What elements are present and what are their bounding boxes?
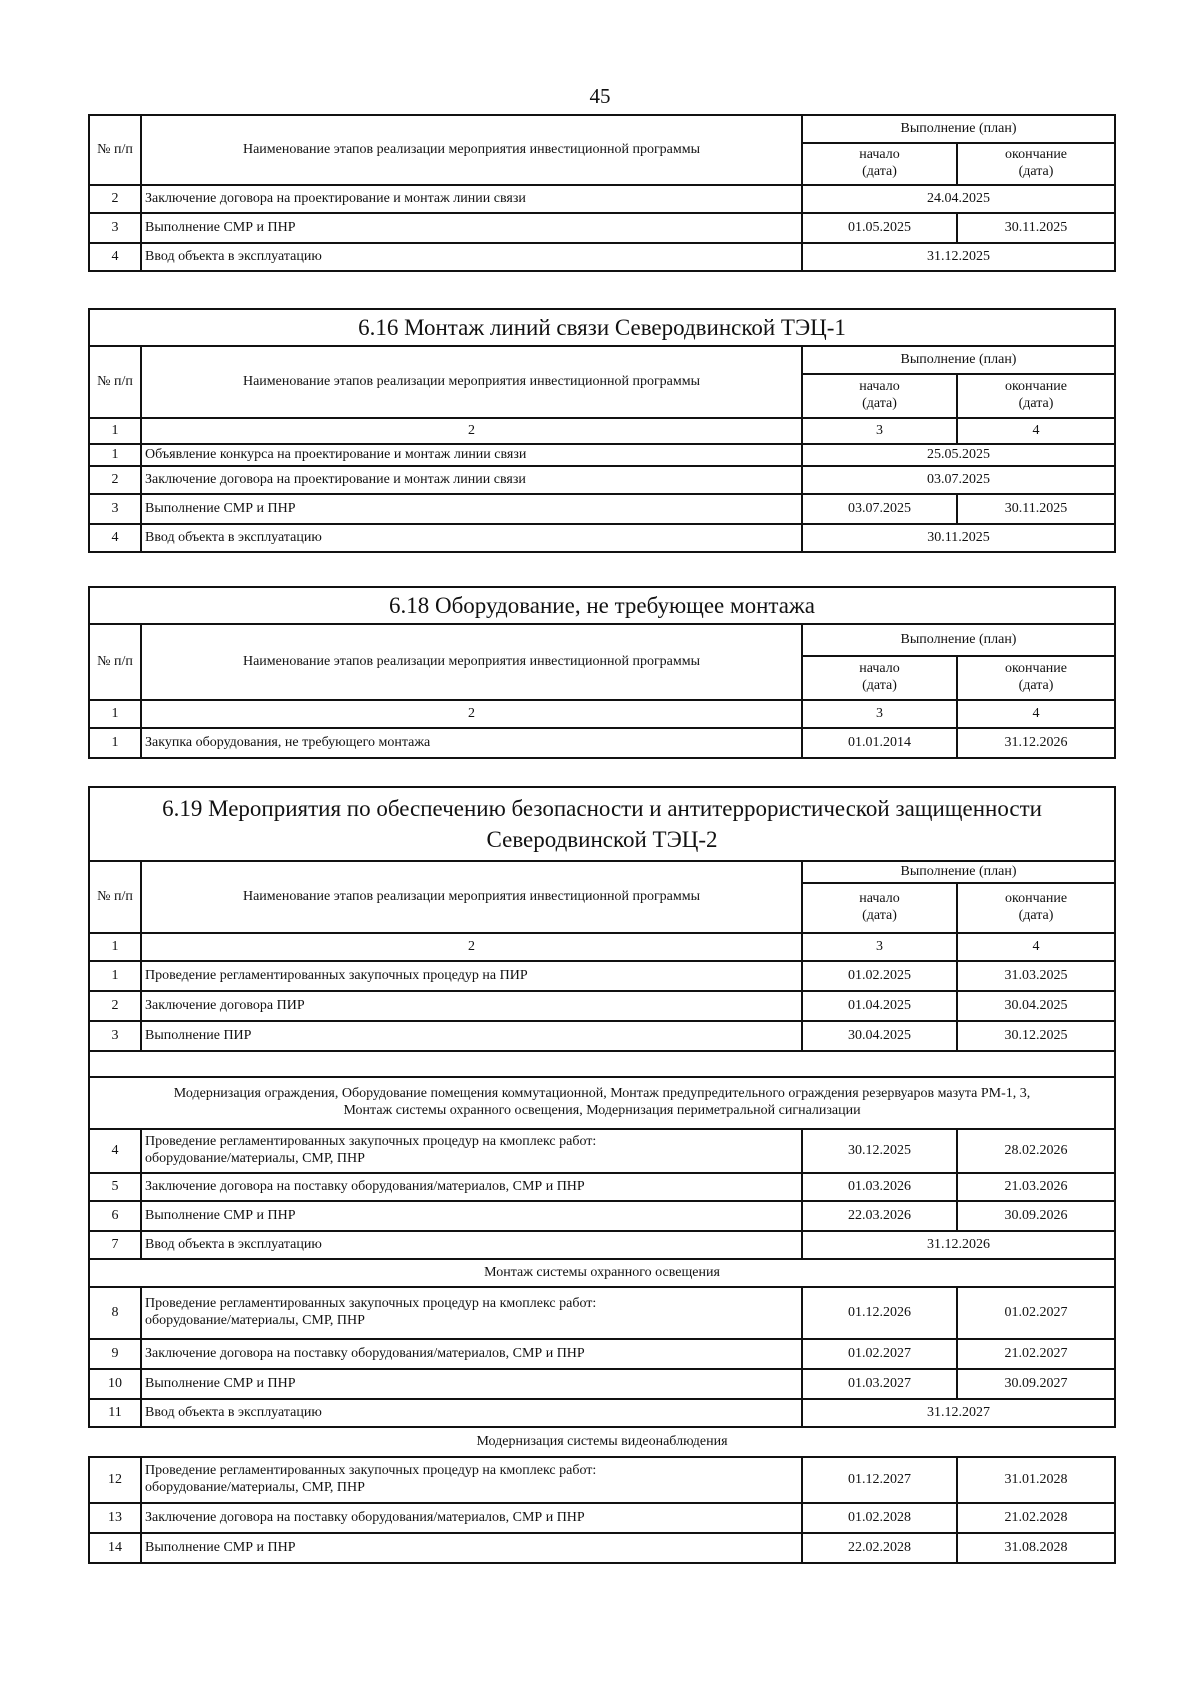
row-date: 31.12.2025: [802, 243, 1115, 271]
header-row: [89, 861, 1115, 883]
row-num: 2: [89, 466, 141, 494]
row-end: 21.02.2027: [957, 1339, 1115, 1369]
col-number: 3: [802, 418, 957, 444]
col-number: 4: [957, 418, 1115, 444]
col-number: 4: [957, 933, 1115, 961]
row-name: Проведение регламентированных закупочных процедур на кмоплекс работ: оборудование/материалы, СМР, ПНР: [141, 1457, 802, 1503]
row-name: Ввод объекта в эксплуатацию: [141, 1231, 802, 1259]
row-start: 01.12.2027: [802, 1457, 957, 1503]
row-name: Закупка оборудования, не требующего монтажа: [141, 728, 802, 758]
header-end: окончание (дата): [957, 883, 1115, 933]
group-row: [89, 1077, 1115, 1129]
blank-row: [89, 1051, 1115, 1077]
row-date: 30.11.2025: [802, 524, 1115, 552]
row-name: Проведение регламентированных закупочных процедур на кмоплекс работ: оборудование/материалы, СМР, ПНР: [141, 1287, 802, 1339]
row-num: 8: [89, 1287, 141, 1339]
column-numbers-row: [89, 933, 1115, 961]
row-end: 21.02.2028: [957, 1503, 1115, 1533]
section-title: 6.18 Оборудование, не требующее монтажа: [89, 587, 1115, 624]
table-row: [89, 1503, 1115, 1533]
row-name: Заключение договора ПИР: [141, 991, 802, 1021]
row-name: Объявление конкурса на проектирование и монтаж линии связи: [141, 444, 802, 466]
row-num: 3: [89, 494, 141, 524]
table-row: [89, 213, 1115, 243]
row-name: Проведение регламентированных закупочных процедур на кмоплекс работ: оборудование/материалы, СМР, ПНР: [141, 1129, 802, 1173]
row-start: 30.04.2025: [802, 1021, 957, 1051]
header-start: начало (дата): [802, 143, 957, 185]
row-end: 30.11.2025: [957, 213, 1115, 243]
row-start: 01.03.2026: [802, 1173, 957, 1201]
row-name: Выполнение СМР и ПНР: [141, 213, 802, 243]
header-end: окончание (дата): [957, 656, 1115, 700]
table-row: [89, 1021, 1115, 1051]
row-num: 14: [89, 1533, 141, 1563]
column-numbers-row: [89, 700, 1115, 728]
row-num: 4: [89, 1129, 141, 1173]
row-num: 2: [89, 185, 141, 213]
table-row: [89, 1399, 1115, 1427]
row-name: Ввод объекта в эксплуатацию: [141, 524, 802, 552]
group-row: [89, 1259, 1115, 1287]
col-number: 1: [89, 700, 141, 728]
row-name: Заключение договора на поставку оборудования/материалов, СМР и ПНР: [141, 1339, 802, 1369]
col-number: 1: [89, 418, 141, 444]
section-title: 6.16 Монтаж линий связи Северодвинской ТЭЦ-1: [89, 309, 1115, 346]
table-row: [89, 1533, 1115, 1563]
blank-cell: [89, 1051, 1115, 1077]
col-number: 3: [802, 700, 957, 728]
group-heading: Модернизация системы видеонаблюдения: [89, 1427, 1115, 1457]
table-row: [89, 1339, 1115, 1369]
header-name: Наименование этапов реализации мероприятия инвестиционной программы: [141, 346, 802, 418]
row-start: 01.05.2025: [802, 213, 957, 243]
row-end: 28.02.2026: [957, 1129, 1115, 1173]
row-end: 30.09.2027: [957, 1369, 1115, 1399]
page-number: 45: [589, 84, 611, 108]
row-end: 01.02.2027: [957, 1287, 1115, 1339]
row-num: 3: [89, 1021, 141, 1051]
row-num: 4: [89, 243, 141, 271]
table-row: [89, 1129, 1115, 1173]
row-date: 03.07.2025: [802, 466, 1115, 494]
row-num: 13: [89, 1503, 141, 1533]
header-name: Наименование этапов реализации мероприятия инвестиционной программы: [141, 861, 802, 933]
row-start: 01.02.2025: [802, 961, 957, 991]
row-name: Проведение регламентированных закупочных процедур на ПИР: [141, 961, 802, 991]
table-row: [89, 466, 1115, 494]
header-row: [89, 624, 1115, 656]
table-row: [89, 1231, 1115, 1259]
row-date: 24.04.2025: [802, 185, 1115, 213]
row-end: 31.08.2028: [957, 1533, 1115, 1563]
table-row: [89, 1287, 1115, 1339]
row-start: 01.03.2027: [802, 1369, 957, 1399]
row-name: Выполнение СМР и ПНР: [141, 494, 802, 524]
row-num: 6: [89, 1201, 141, 1231]
row-name: Заключение договора на проектирование и монтаж линии связи: [141, 185, 802, 213]
table-continuation: [88, 114, 1116, 272]
table-row: [89, 524, 1115, 552]
table-row: [89, 1369, 1115, 1399]
table-6-19: [88, 786, 1116, 1564]
row-name: Заключение договора на поставку оборудования/материалов, СМР и ПНР: [141, 1173, 802, 1201]
header-name: Наименование этапов реализации мероприятия инвестиционной программы: [141, 115, 802, 185]
column-numbers-row: [89, 418, 1115, 444]
table-row: [89, 961, 1115, 991]
group-row: [89, 1427, 1115, 1457]
header-start: начало (дата): [802, 656, 957, 700]
header-row: [89, 115, 1115, 143]
row-num: 2: [89, 991, 141, 1021]
row-end: 31.03.2025: [957, 961, 1115, 991]
header-name: Наименование этапов реализации мероприятия инвестиционной программы: [141, 624, 802, 700]
col-number: 4: [957, 700, 1115, 728]
row-start: 01.12.2026: [802, 1287, 957, 1339]
col-number: 2: [141, 700, 802, 728]
row-end: 21.03.2026: [957, 1173, 1115, 1201]
table-row: [89, 1457, 1115, 1503]
row-end: 30.04.2025: [957, 991, 1115, 1021]
row-start: 01.02.2028: [802, 1503, 957, 1533]
table-row: [89, 1173, 1115, 1201]
row-start: 03.07.2025: [802, 494, 957, 524]
col-number: 2: [141, 418, 802, 444]
row-end: 31.12.2026: [957, 728, 1115, 758]
row-end: 30.11.2025: [957, 494, 1115, 524]
header-start: начало (дата): [802, 374, 957, 418]
header-end: окончание (дата): [957, 374, 1115, 418]
row-date: 31.12.2027: [802, 1399, 1115, 1427]
header-num: № п/п: [89, 346, 141, 418]
header-exec: Выполнение (план): [802, 115, 1115, 143]
row-date: 25.05.2025: [802, 444, 1115, 466]
row-num: 7: [89, 1231, 141, 1259]
group-heading: Монтаж системы охранного освещения: [89, 1259, 1115, 1287]
header-num: № п/п: [89, 624, 141, 700]
row-name: Выполнение СМР и ПНР: [141, 1201, 802, 1231]
row-num: 11: [89, 1399, 141, 1427]
header-row: [89, 346, 1115, 374]
table-row: [89, 185, 1115, 213]
row-start: 22.03.2026: [802, 1201, 957, 1231]
table-row: [89, 1201, 1115, 1231]
row-start: 01.01.2014: [802, 728, 957, 758]
table-row: [89, 728, 1115, 758]
row-start: 01.04.2025: [802, 991, 957, 1021]
section-title: 6.19 Мероприятия по обеспечению безопасности и антитеррористической защищенности Северодвинской ТЭЦ-2: [89, 787, 1115, 861]
row-num: 4: [89, 524, 141, 552]
row-num: 1: [89, 444, 141, 466]
table-6-18: [88, 586, 1116, 759]
row-name: Ввод объекта в эксплуатацию: [141, 243, 802, 271]
row-name: Ввод объекта в эксплуатацию: [141, 1399, 802, 1427]
col-number: 2: [141, 933, 802, 961]
header-end: окончание (дата): [957, 143, 1115, 185]
row-num: 1: [89, 728, 141, 758]
row-name: Заключение договора на поставку оборудования/материалов, СМР и ПНР: [141, 1503, 802, 1533]
row-start: 30.12.2025: [802, 1129, 957, 1173]
row-end: 30.09.2026: [957, 1201, 1115, 1231]
table-6-16: [88, 308, 1116, 553]
row-end: 31.01.2028: [957, 1457, 1115, 1503]
col-number: 3: [802, 933, 957, 961]
row-num: 5: [89, 1173, 141, 1201]
group-heading: Модернизация ограждения, Оборудование помещения коммутационной, Монтаж предупредительного ограждения резервуаров мазута РМ-1, 3, Монтаж системы охранного освещения, Модернизация периметральной сигнализации: [89, 1077, 1115, 1129]
row-num: 3: [89, 213, 141, 243]
table-row: [89, 494, 1115, 524]
row-name: Выполнение ПИР: [141, 1021, 802, 1051]
row-start: 01.02.2027: [802, 1339, 957, 1369]
row-start: 22.02.2028: [802, 1533, 957, 1563]
header-num: № п/п: [89, 115, 141, 185]
header-exec: Выполнение (план): [802, 624, 1115, 656]
table-row: [89, 243, 1115, 271]
table-row: [89, 991, 1115, 1021]
row-end: 30.12.2025: [957, 1021, 1115, 1051]
row-num: 9: [89, 1339, 141, 1369]
row-num: 10: [89, 1369, 141, 1399]
header-start: начало (дата): [802, 883, 957, 933]
col-number: 1: [89, 933, 141, 961]
row-num: 1: [89, 961, 141, 991]
header-exec: Выполнение (план): [802, 861, 1115, 883]
header-exec: Выполнение (план): [802, 346, 1115, 374]
row-name: Выполнение СМР и ПНР: [141, 1533, 802, 1563]
header-num: № п/п: [89, 861, 141, 933]
row-name: Заключение договора на проектирование и монтаж линии связи: [141, 466, 802, 494]
row-name: Выполнение СМР и ПНР: [141, 1369, 802, 1399]
row-date: 31.12.2026: [802, 1231, 1115, 1259]
table-row: [89, 444, 1115, 466]
row-num: 12: [89, 1457, 141, 1503]
